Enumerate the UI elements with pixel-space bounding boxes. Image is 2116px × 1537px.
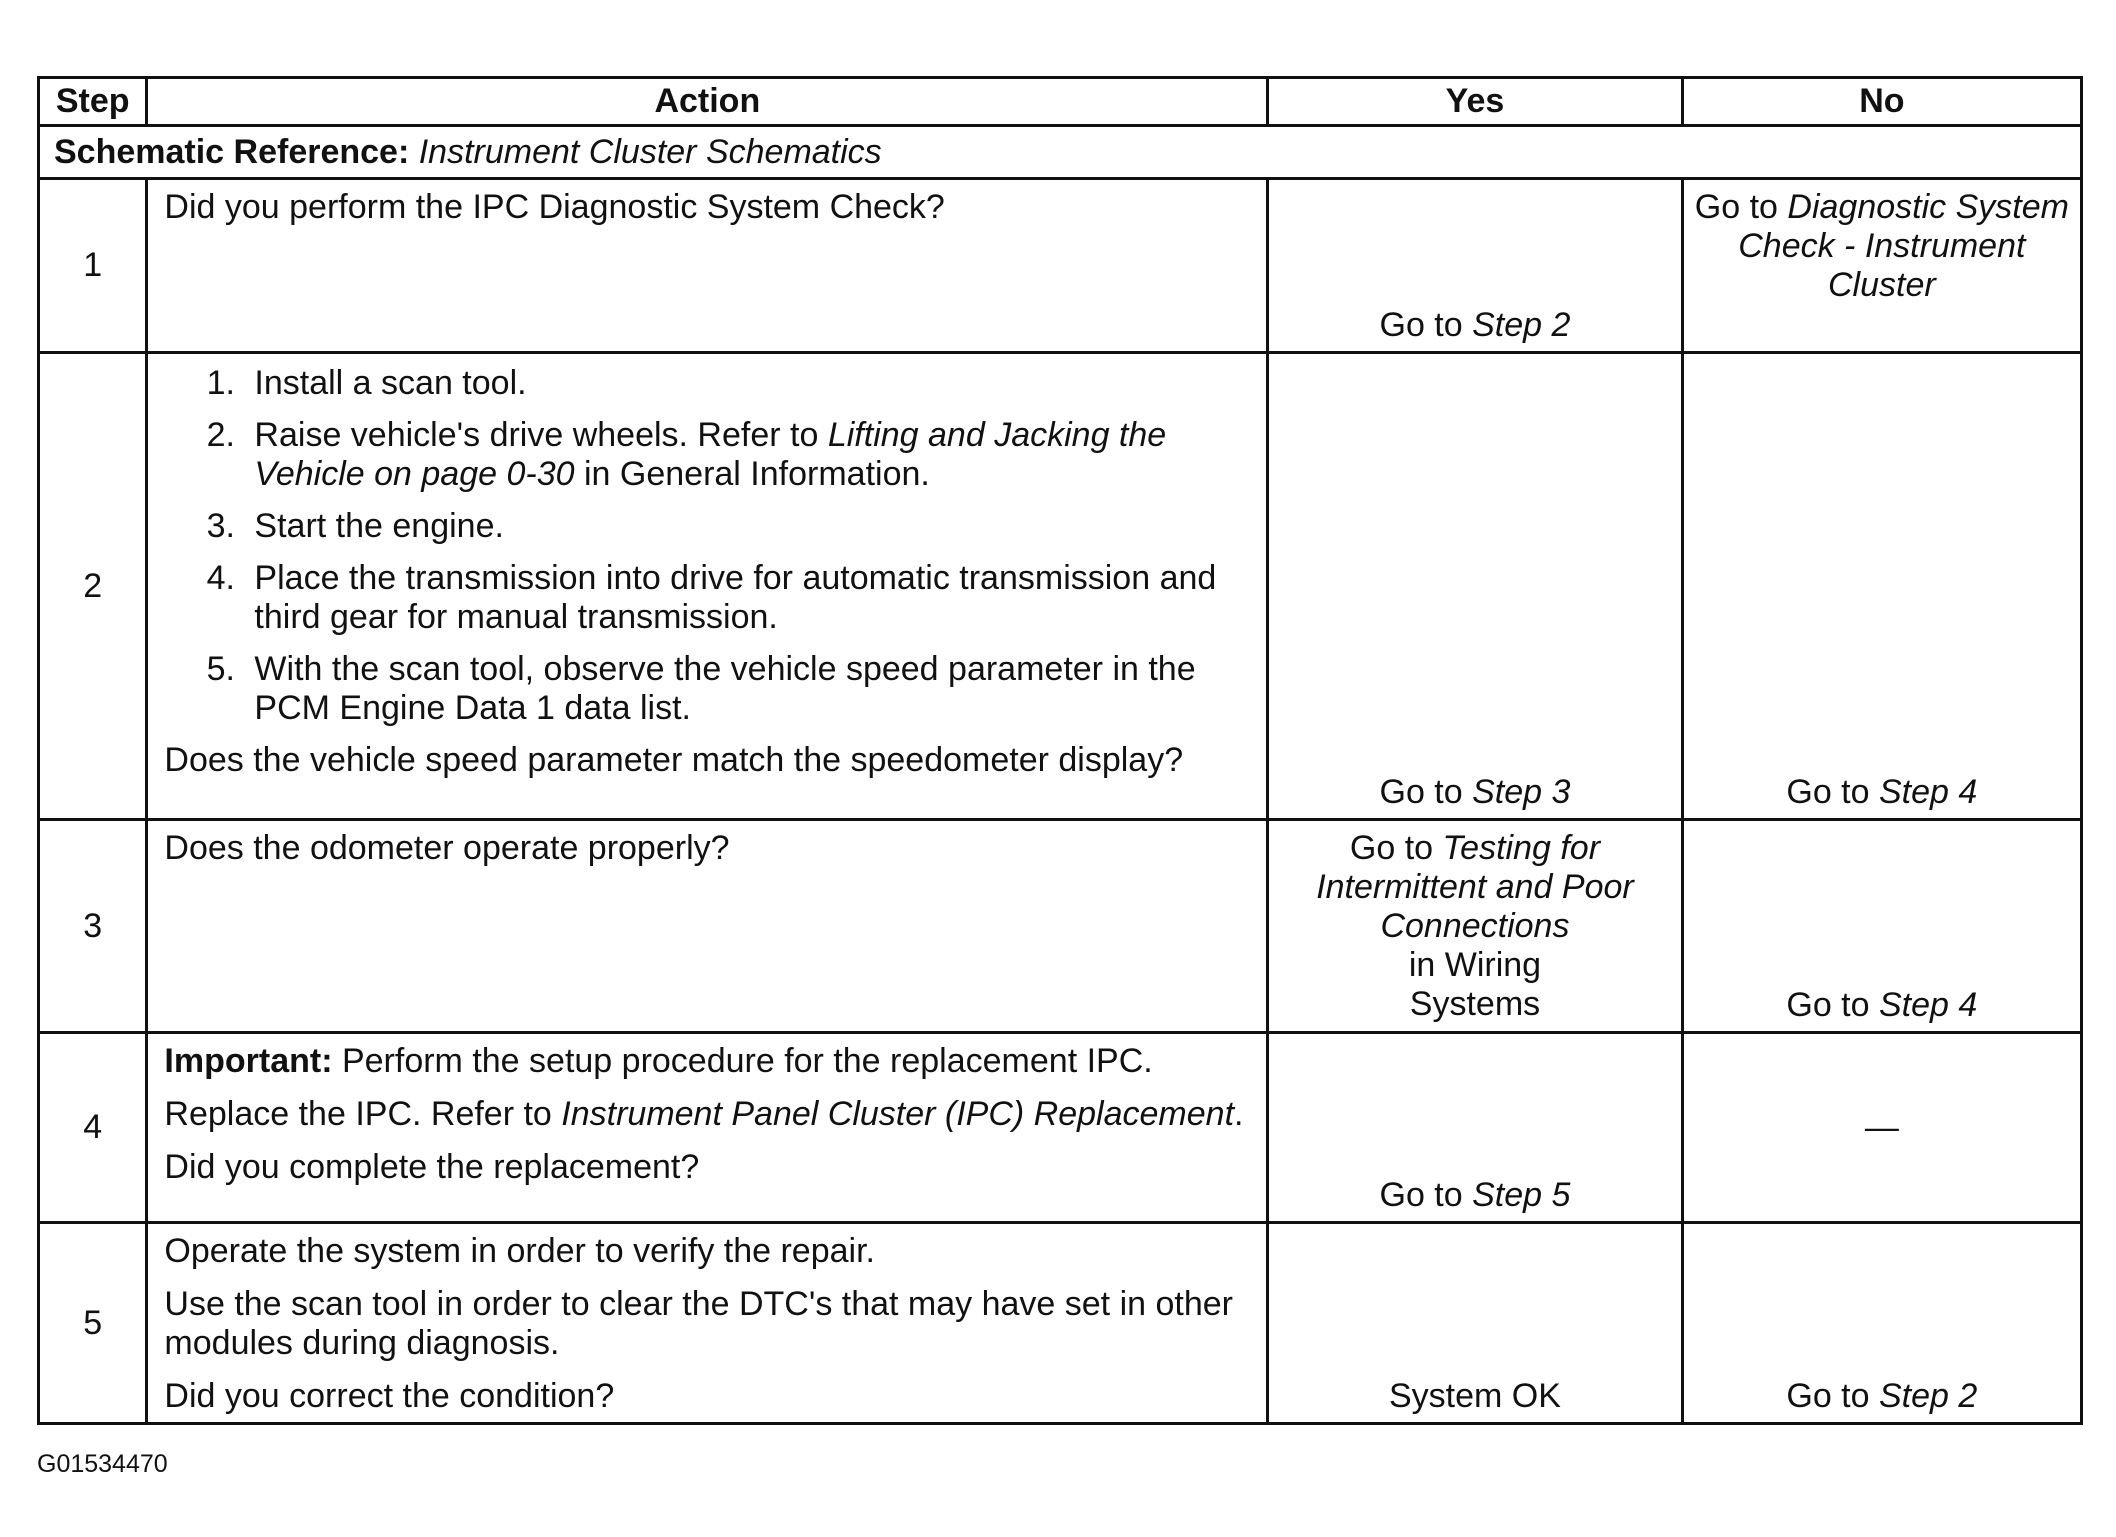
table-row <box>39 179 2082 353</box>
yes-cell <box>1268 820 1682 1033</box>
yes-cell <box>1268 353 1682 820</box>
action-link[interactable]: Instrument Panel Cluster (IPC) Replacement <box>561 1095 1235 1133</box>
action-question: Does the vehicle speed parameter match the speedometer display? <box>164 741 1184 779</box>
table-row <box>39 353 2082 820</box>
yes-link[interactable]: Step 3 <box>1472 773 1571 811</box>
step-number: 4 <box>39 1033 147 1223</box>
action-list <box>164 364 1250 728</box>
yes-suffix: in Wiring Systems <box>1408 946 1542 1023</box>
no-link[interactable]: Diagnostic System Check - Instrument Cluster <box>1738 188 2069 304</box>
no-cell <box>1682 820 2081 1033</box>
yes-cell <box>1268 179 1682 353</box>
step-number: 5 <box>39 1223 147 1424</box>
important-label: Important: <box>164 1042 333 1080</box>
no-dash: — <box>1864 1108 1899 1146</box>
action-instruction: Replace the IPC. Refer to Instrument Panel Cluster (IPC) Replacement. <box>164 1095 1244 1133</box>
yes-prefix: Go to <box>1379 1176 1463 1214</box>
schematic-row <box>39 126 2082 179</box>
action-question: Did you perform the IPC Diagnostic System Check? <box>164 188 945 226</box>
figure-id: G01534470 <box>37 1450 168 1478</box>
action-cell <box>147 820 1268 1033</box>
no-cell <box>1682 1223 2081 1424</box>
action-line: Use the scan tool in order to clear the DTC's that may have set in other modules during diagnosis. <box>164 1285 1233 1362</box>
schematic-reference <box>39 126 2082 179</box>
step-number: 2 <box>39 353 147 820</box>
table-row <box>39 820 2082 1033</box>
step-number: 3 <box>39 820 147 1033</box>
yes-prefix: Go to <box>1349 829 1434 867</box>
yes-prefix: Go to <box>1379 306 1463 344</box>
list-item: 1. Install a scan tool. <box>244 364 1250 403</box>
yes-link[interactable]: Testing for Intermittent and Poor Connections <box>1316 829 1634 945</box>
action-cell <box>147 1223 1268 1424</box>
list-item: 4. Place the transmission into drive for automatic transmission and third gear for manual transmission. <box>244 559 1250 637</box>
no-cell <box>1682 1033 2081 1223</box>
no-prefix: Go to <box>1786 1377 1870 1415</box>
header-yes: Yes <box>1268 78 1682 126</box>
no-prefix: Go to <box>1786 986 1870 1024</box>
schematic-label: Schematic Reference: <box>54 132 410 171</box>
no-link[interactable]: Step 4 <box>1879 773 1978 811</box>
action-line: Operate the system in order to verify the repair. <box>164 1232 875 1270</box>
yes-text: System OK <box>1389 1377 1561 1415</box>
important-note: Important: Perform the setup procedure for the replacement IPC. <box>164 1042 1153 1080</box>
yes-cell <box>1268 1033 1682 1223</box>
action-cell <box>147 179 1268 353</box>
list-item: 2. Raise vehicle's drive wheels. Refer to Lifting and Jacking the Vehicle on page 0-30 in General Information. <box>244 416 1250 494</box>
header-step: Step <box>39 78 147 126</box>
header-no: No <box>1682 78 2081 126</box>
action-question: Did you complete the replacement? <box>164 1148 700 1186</box>
action-question: Did you correct the condition? <box>164 1377 615 1415</box>
no-link[interactable]: Step 4 <box>1879 986 1978 1024</box>
step-number: 1 <box>39 179 147 353</box>
action-link[interactable]: Lifting and Jacking the Vehicle on page 0-30 <box>254 416 1167 493</box>
table-row <box>39 1223 2082 1424</box>
no-link[interactable]: Step 2 <box>1879 1377 1978 1415</box>
yes-prefix: Go to <box>1379 773 1463 811</box>
header-row <box>39 78 2082 126</box>
yes-cell <box>1268 1223 1682 1424</box>
diagnostic-table <box>37 76 2083 1425</box>
table-row <box>39 1033 2082 1223</box>
list-item: 5. With the scan tool, observe the vehicle speed parameter in the PCM Engine Data 1 data list. <box>244 650 1250 728</box>
list-item: 3. Start the engine. <box>244 507 1250 546</box>
header-action: Action <box>147 78 1268 126</box>
no-prefix: Go to <box>1786 773 1870 811</box>
action-cell <box>147 353 1268 820</box>
action-cell <box>147 1033 1268 1223</box>
yes-link[interactable]: Step 2 <box>1472 306 1571 344</box>
schematic-link[interactable]: Instrument Cluster Schematics <box>418 132 882 171</box>
no-cell <box>1682 179 2081 353</box>
yes-link[interactable]: Step 5 <box>1472 1176 1571 1214</box>
no-prefix: Go to <box>1694 188 1778 226</box>
no-cell <box>1682 353 2081 820</box>
action-question: Does the odometer operate properly? <box>164 829 730 867</box>
